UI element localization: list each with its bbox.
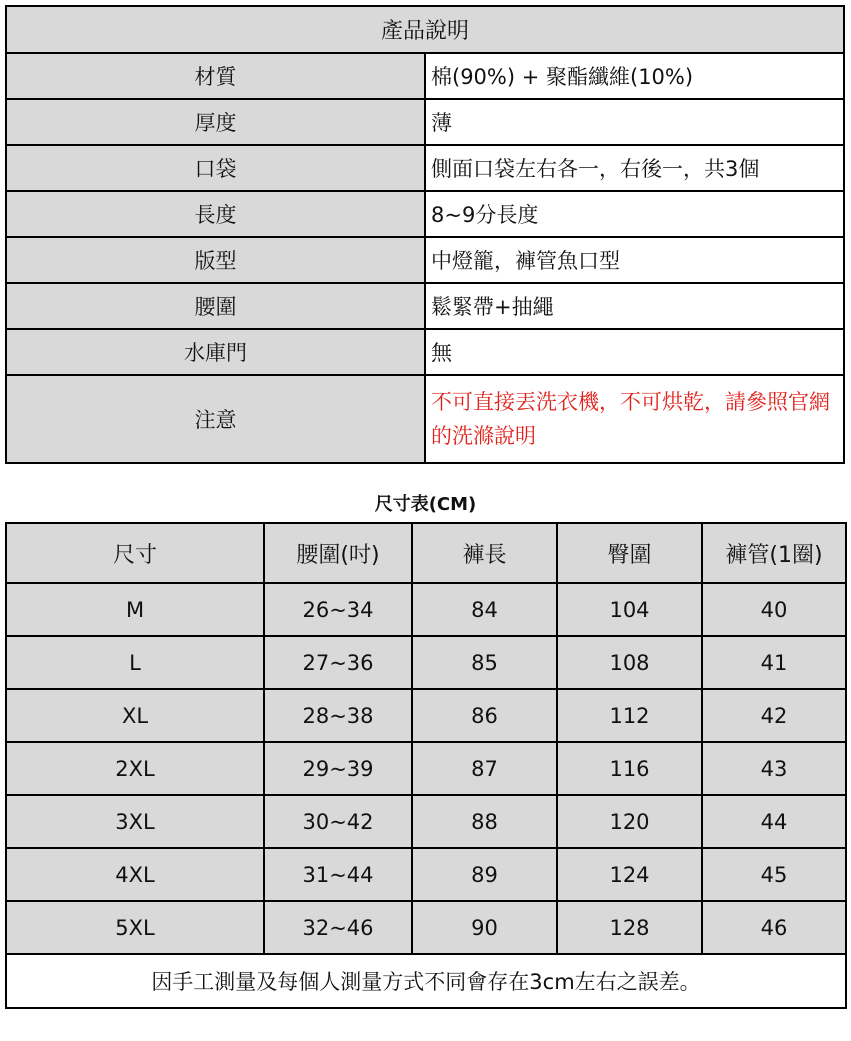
cell-size: 2XL bbox=[6, 742, 264, 795]
cell-leg-opening: 42 bbox=[702, 689, 846, 742]
size-chart-header-row bbox=[6, 523, 846, 583]
cell-length: 84 bbox=[412, 583, 557, 636]
description-row bbox=[6, 237, 844, 283]
row-label-thickness: 厚度 bbox=[6, 99, 425, 145]
row-label-fit: 版型 bbox=[6, 237, 425, 283]
row-label-fly: 水庫門 bbox=[6, 329, 425, 375]
description-row bbox=[6, 99, 844, 145]
cell-length: 86 bbox=[412, 689, 557, 742]
cell-hip: 116 bbox=[557, 742, 702, 795]
cell-leg-opening: 45 bbox=[702, 848, 846, 901]
description-row bbox=[6, 145, 844, 191]
table-row bbox=[6, 848, 846, 901]
row-label-waist: 腰圍 bbox=[6, 283, 425, 329]
cell-waist: 28~38 bbox=[264, 689, 412, 742]
cell-waist: 30~42 bbox=[264, 795, 412, 848]
cell-hip: 112 bbox=[557, 689, 702, 742]
cell-leg-opening: 46 bbox=[702, 901, 846, 954]
cell-size: 4XL bbox=[6, 848, 264, 901]
description-row bbox=[6, 283, 844, 329]
description-row bbox=[6, 375, 844, 463]
cell-waist: 31~44 bbox=[264, 848, 412, 901]
cell-leg-opening: 40 bbox=[702, 583, 846, 636]
cell-length: 89 bbox=[412, 848, 557, 901]
description-row bbox=[6, 191, 844, 237]
cell-size: 5XL bbox=[6, 901, 264, 954]
cell-waist: 29~39 bbox=[264, 742, 412, 795]
row-value-pockets: 側面口袋左右各一，右後一，共3個 bbox=[425, 145, 844, 191]
row-label-length: 長度 bbox=[6, 191, 425, 237]
cell-leg-opening: 44 bbox=[702, 795, 846, 848]
cell-size: 3XL bbox=[6, 795, 264, 848]
row-value-fly: 無 bbox=[425, 329, 844, 375]
cell-size: XL bbox=[6, 689, 264, 742]
table-row bbox=[6, 742, 846, 795]
cell-waist: 32~46 bbox=[264, 901, 412, 954]
cell-length: 85 bbox=[412, 636, 557, 689]
cell-hip: 104 bbox=[557, 583, 702, 636]
cell-hip: 120 bbox=[557, 795, 702, 848]
cell-size: M bbox=[6, 583, 264, 636]
row-value-fit: 中燈籠，褲管魚口型 bbox=[425, 237, 844, 283]
table-row bbox=[6, 795, 846, 848]
cell-leg-opening: 43 bbox=[702, 742, 846, 795]
row-label-pockets: 口袋 bbox=[6, 145, 425, 191]
table-row bbox=[6, 583, 846, 636]
measurement-disclaimer: 因手工測量及每個人測量方式不同會存在3cm左右之誤差。 bbox=[6, 954, 846, 1008]
header-length: 褲長 bbox=[412, 523, 557, 583]
cell-leg-opening: 41 bbox=[702, 636, 846, 689]
cell-length: 88 bbox=[412, 795, 557, 848]
row-label-material: 材質 bbox=[6, 53, 425, 99]
cell-length: 87 bbox=[412, 742, 557, 795]
row-value-thickness: 薄 bbox=[425, 99, 844, 145]
header-size: 尺寸 bbox=[6, 523, 264, 583]
cell-hip: 108 bbox=[557, 636, 702, 689]
description-row bbox=[6, 329, 844, 375]
size-chart-caption: 尺寸表(CM) bbox=[374, 494, 477, 515]
table-row bbox=[6, 689, 846, 742]
description-row bbox=[6, 53, 844, 99]
size-chart-table bbox=[5, 522, 847, 1009]
cell-hip: 124 bbox=[557, 848, 702, 901]
cell-waist: 26~34 bbox=[264, 583, 412, 636]
row-value-waist: 鬆緊帶+抽繩 bbox=[425, 283, 844, 329]
row-value-notice: 不可直接丟洗衣機，不可烘乾，請參照官網的洗滌說明 bbox=[425, 375, 844, 463]
cell-hip: 128 bbox=[557, 901, 702, 954]
cell-size: L bbox=[6, 636, 264, 689]
row-label-notice: 注意 bbox=[6, 375, 425, 463]
product-description-table bbox=[5, 5, 845, 464]
cell-waist: 27~36 bbox=[264, 636, 412, 689]
header-hip: 臀圍 bbox=[557, 523, 702, 583]
description-title: 產品說明 bbox=[6, 6, 844, 53]
table-row bbox=[6, 901, 846, 954]
row-value-material: 棉(90%) + 聚酯纖維(10%) bbox=[425, 53, 844, 99]
cell-length: 90 bbox=[412, 901, 557, 954]
header-waist: 腰圍(吋) bbox=[264, 523, 412, 583]
table-row bbox=[6, 636, 846, 689]
size-chart-footer-row bbox=[6, 954, 846, 1008]
row-value-length: 8~9分長度 bbox=[425, 191, 844, 237]
header-leg-opening: 褲管(1圈) bbox=[702, 523, 846, 583]
